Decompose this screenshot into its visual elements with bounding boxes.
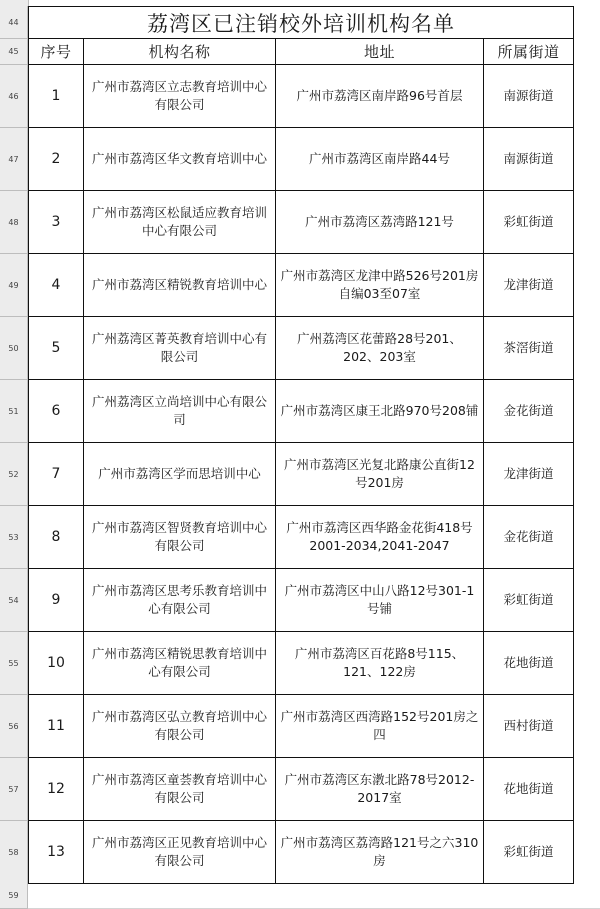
cell-org-name[interactable]: 广州市荔湾区智贤教育培训中心有限公司 [84, 506, 276, 569]
trailing-row [0, 883, 600, 909]
header-address[interactable]: 地址 [276, 39, 484, 65]
cell-address[interactable]: 广州市荔湾区南岸路96号首层 [276, 65, 484, 128]
cell-index[interactable]: 12 [28, 758, 84, 821]
title-row [0, 6, 600, 39]
row-number[interactable]: 58 [0, 821, 28, 884]
cell-index[interactable]: 7 [28, 443, 84, 506]
table-row [0, 191, 600, 254]
cell-index[interactable]: 9 [28, 569, 84, 632]
table-title[interactable]: 荔湾区已注销校外培训机构名单 [28, 6, 574, 39]
cell-street[interactable]: 茶滘街道 [484, 317, 574, 380]
cell-address[interactable]: 广州市荔湾区西华路金花街418号2001-2034,2041-2047 [276, 506, 484, 569]
cell-index[interactable]: 3 [28, 191, 84, 254]
header-index[interactable]: 序号 [28, 39, 84, 65]
table-row [0, 758, 600, 821]
cell-index[interactable]: 1 [28, 65, 84, 128]
row-number[interactable]: 47 [0, 128, 28, 191]
cell-org-name[interactable]: 广州市荔湾区学而思培训中心 [84, 443, 276, 506]
row-number[interactable]: 59 [0, 883, 28, 909]
cell-address[interactable]: 广州市荔湾区西湾路152号201房之四 [276, 695, 484, 758]
cell-address[interactable]: 广州市荔湾区康王北路970号208铺 [276, 380, 484, 443]
cell-street[interactable]: 彩虹街道 [484, 569, 574, 632]
row-number[interactable]: 48 [0, 191, 28, 254]
cell-address[interactable]: 广州市荔湾区龙津中路526号201房自编03至07室 [276, 254, 484, 317]
row-number[interactable]: 46 [0, 65, 28, 128]
cell-street[interactable]: 南源街道 [484, 65, 574, 128]
cell-org-name[interactable]: 广州市荔湾区立志教育培训中心有限公司 [84, 65, 276, 128]
cell-index[interactable]: 4 [28, 254, 84, 317]
cell-index[interactable]: 6 [28, 380, 84, 443]
table-row [0, 695, 600, 758]
cell-address[interactable]: 广州市荔湾区百花路8号115、121、122房 [276, 632, 484, 695]
cell-street[interactable]: 彩虹街道 [484, 191, 574, 254]
cell-org-name[interactable]: 广州荔湾区菁英教育培训中心有限公司 [84, 317, 276, 380]
table-row [0, 821, 600, 884]
table-row [0, 569, 600, 632]
cell-org-name[interactable]: 广州市荔湾区华文教育培训中心 [84, 128, 276, 191]
row-number[interactable]: 49 [0, 254, 28, 317]
cell-street[interactable]: 彩虹街道 [484, 821, 574, 884]
cell-index[interactable]: 5 [28, 317, 84, 380]
cell-address[interactable]: 广州市荔湾区东漖北路78号2012-2017室 [276, 758, 484, 821]
cell-org-name[interactable]: 广州市荔湾区精锐思教育培训中心有限公司 [84, 632, 276, 695]
table-row [0, 380, 600, 443]
cell-address[interactable]: 广州市荔湾区荔湾路121号 [276, 191, 484, 254]
row-number[interactable]: 55 [0, 632, 28, 695]
row-number[interactable]: 51 [0, 380, 28, 443]
cell-address[interactable]: 广州市荔湾区南岸路44号 [276, 128, 484, 191]
cell-org-name[interactable]: 广州市荔湾区松鼠适应教育培训中心有限公司 [84, 191, 276, 254]
header-row [0, 39, 600, 65]
table-row [0, 443, 600, 506]
cell-org-name[interactable]: 广州市荔湾区童荟教育培训中心有限公司 [84, 758, 276, 821]
cell-index[interactable]: 11 [28, 695, 84, 758]
cell-index[interactable]: 2 [28, 128, 84, 191]
table-row [0, 506, 600, 569]
table-row [0, 65, 600, 128]
cell-street[interactable]: 花地街道 [484, 758, 574, 821]
row-number[interactable]: 56 [0, 695, 28, 758]
cell-street[interactable]: 金花街道 [484, 506, 574, 569]
row-number[interactable]: 44 [0, 6, 28, 39]
cell-org-name[interactable]: 广州市荔湾区思考乐教育培训中心有限公司 [84, 569, 276, 632]
cell-address[interactable]: 广州荔湾区花蕾路28号201、202、203室 [276, 317, 484, 380]
cell-org-name[interactable]: 广州市荔湾区精锐教育培训中心 [84, 254, 276, 317]
cell-index[interactable]: 8 [28, 506, 84, 569]
cell-street[interactable]: 龙津街道 [484, 254, 574, 317]
cell-org-name[interactable]: 广州荔湾区立尚培训中心有限公司 [84, 380, 276, 443]
row-number[interactable]: 45 [0, 39, 28, 65]
row-number[interactable]: 50 [0, 317, 28, 380]
cell-street[interactable]: 西村街道 [484, 695, 574, 758]
cell-index[interactable]: 13 [28, 821, 84, 884]
cell-street[interactable]: 金花街道 [484, 380, 574, 443]
cell-org-name[interactable]: 广州市荔湾区正见教育培训中心有限公司 [84, 821, 276, 884]
cell-index[interactable]: 10 [28, 632, 84, 695]
cell-street[interactable]: 龙津街道 [484, 443, 574, 506]
cell-street[interactable]: 南源街道 [484, 128, 574, 191]
table-row [0, 632, 600, 695]
cell-street[interactable]: 花地街道 [484, 632, 574, 695]
row-number[interactable]: 53 [0, 506, 28, 569]
row-number[interactable]: 52 [0, 443, 28, 506]
table-row [0, 317, 600, 380]
table-row [0, 128, 600, 191]
header-street[interactable]: 所属街道 [484, 39, 574, 65]
cell-address[interactable]: 广州市荔湾区荔湾路121号之六310房 [276, 821, 484, 884]
header-name[interactable]: 机构名称 [84, 39, 276, 65]
table-row [0, 254, 600, 317]
cell-address[interactable]: 广州市荔湾区光复北路康公直街12号201房 [276, 443, 484, 506]
cell-org-name[interactable]: 广州市荔湾区弘立教育培训中心有限公司 [84, 695, 276, 758]
row-number[interactable]: 57 [0, 758, 28, 821]
cell-address[interactable]: 广州市荔湾区中山八路12号301-1号铺 [276, 569, 484, 632]
row-number[interactable]: 54 [0, 569, 28, 632]
